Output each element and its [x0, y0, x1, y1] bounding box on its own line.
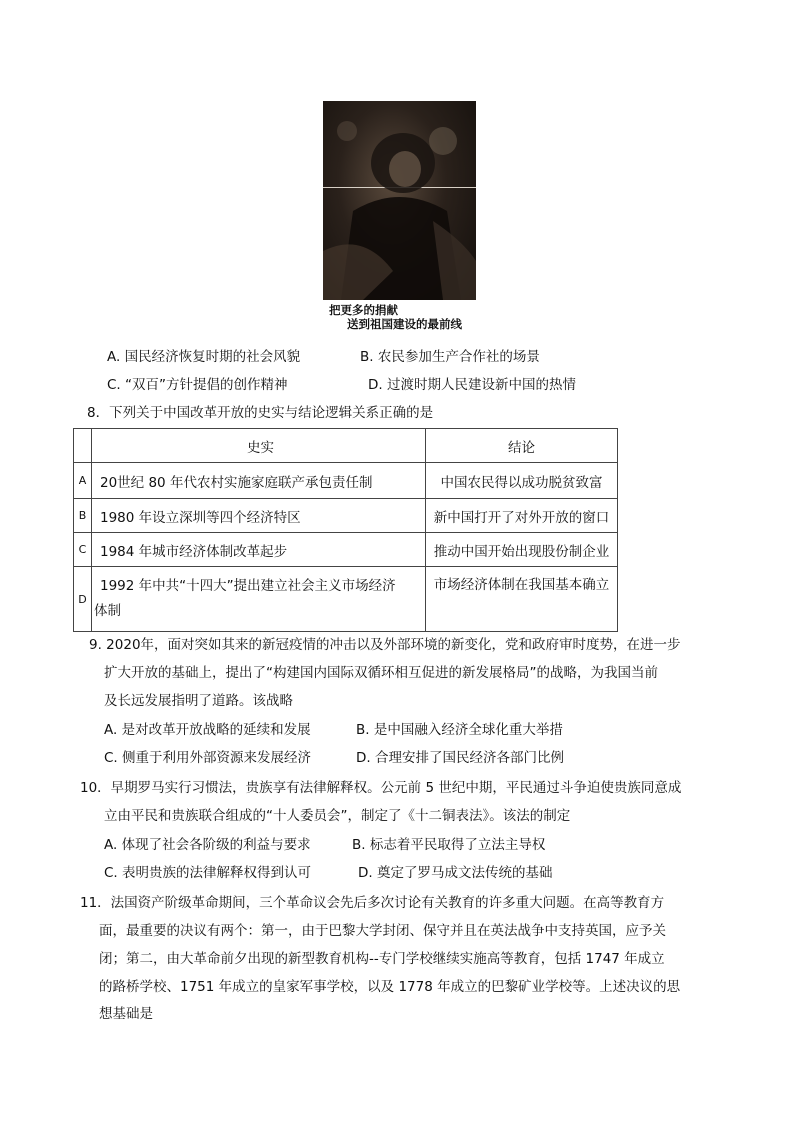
row-fact: 1980 年设立深圳等四个经济特区 [92, 499, 426, 533]
table-header-row [74, 429, 618, 463]
row-fact-line1: 1992 年中共“十四大”提出建立社会主义市场经济 [100, 578, 396, 594]
q11-stem-line4: 的路桥学校、1751 年成立的皇家军事学校，以及 1778 年成立的巴黎矿业学校等。上述决议的思 [99, 979, 681, 995]
row-fact-line2: 体制 [94, 603, 121, 619]
row-label: C [74, 533, 92, 567]
q9-stem-line3: 及长远发展指明了道路。该战略 [104, 693, 293, 709]
table-header-blank [74, 429, 92, 463]
table-header-conclusion: 结论 [426, 429, 618, 463]
q10-option-b: B. 标志着平民取得了立法主导权 [352, 837, 546, 853]
q7-option-d: D. 过渡时期人民建设新中国的热情 [368, 377, 576, 393]
q9-stem-line1: 9. 2020年，面对突如其来的新冠疫情的冲击以及外部环境的新变化，党和政府审时度势，在进一步 [89, 637, 681, 653]
q7-option-a: A. 国民经济恢复时期的社会风貌 [107, 349, 301, 365]
q9-option-b: B. 是中国融入经济全球化重大举措 [356, 722, 563, 738]
table-row [74, 567, 618, 632]
row-conclusion: 市场经济体制在我国基本确立 [426, 567, 618, 632]
row-fact: 1984 年城市经济体制改革起步 [92, 533, 426, 567]
propaganda-poster-image [323, 101, 476, 300]
q9-option-d: D. 合理安排了国民经济各部门比例 [356, 750, 564, 766]
q8-table [73, 428, 618, 632]
table-row [74, 463, 618, 499]
q9-stem-line2: 扩大开放的基础上，提出了“构建国内国际双循环相互促进的新发展格局”的战略，为我国当前 [104, 665, 658, 681]
row-conclusion: 推动中国开始出现股份制企业 [426, 533, 618, 567]
row-conclusion: 新中国打开了对外开放的窗口 [426, 499, 618, 533]
poster-caption-line2: 送到祖国建设的最前线 [347, 317, 462, 331]
q9-option-c: C. 侧重于利用外部资源来发展经济 [104, 750, 312, 766]
q11-stem-line5: 想基础是 [99, 1006, 153, 1022]
poster-figure-illustration [323, 101, 476, 300]
q10-stem-line2: 立由平民和贵族联合组成的“十人委员会”，制定了《十二铜表法》。该法的制定 [104, 808, 571, 824]
table-row [74, 533, 618, 567]
q10-stem-line1: 10．早期罗马实行习惯法，贵族享有法律解释权。公元前 5 世纪中期，平民通过斗争迫使贵族同意成 [80, 780, 682, 796]
q11-stem-line3: 闭；第二，由大革命前夕出现的新型教育机构--专门学校继续实施高等教育，包括 1747 年成立 [99, 951, 665, 967]
row-label: D [74, 567, 92, 632]
q11-stem-line2: 面，最重要的决议有两个：第一，由于巴黎大学封闭、保守并且在英法战争中支持英国，应予关 [99, 923, 666, 939]
row-fact [92, 567, 426, 632]
q10-option-a: A. 体现了社会各阶级的利益与要求 [104, 837, 311, 853]
row-label: B [74, 499, 92, 533]
q10-option-d: D. 奠定了罗马成文法传统的基础 [358, 865, 553, 881]
q7-option-b: B. 农民参加生产合作社的场景 [360, 349, 540, 365]
q11-stem-line1: 11．法国资产阶级革命期间，三个革命议会先后多次讨论有关教育的许多重大问题。在高等教育方 [80, 895, 665, 911]
q8-stem: 8．下列关于中国改革开放的史实与结论逻辑关系正确的是 [87, 405, 434, 421]
row-conclusion: 中国农民得以成功脱贫致富 [426, 463, 618, 499]
row-label: A [74, 463, 92, 499]
table-header-fact: 史实 [92, 429, 426, 463]
table-row [74, 499, 618, 533]
q7-option-c: C. “双百”方针提倡的创作精神 [107, 377, 288, 393]
row-fact: 20世纪 80 年代农村实施家庭联产承包责任制 [92, 463, 426, 499]
q9-option-a: A. 是对改革开放战略的延续和发展 [104, 722, 311, 738]
poster-caption-line1: 把更多的捐献 [329, 303, 398, 317]
q10-option-c: C. 表明贵族的法律解释权得到认可 [104, 865, 312, 881]
